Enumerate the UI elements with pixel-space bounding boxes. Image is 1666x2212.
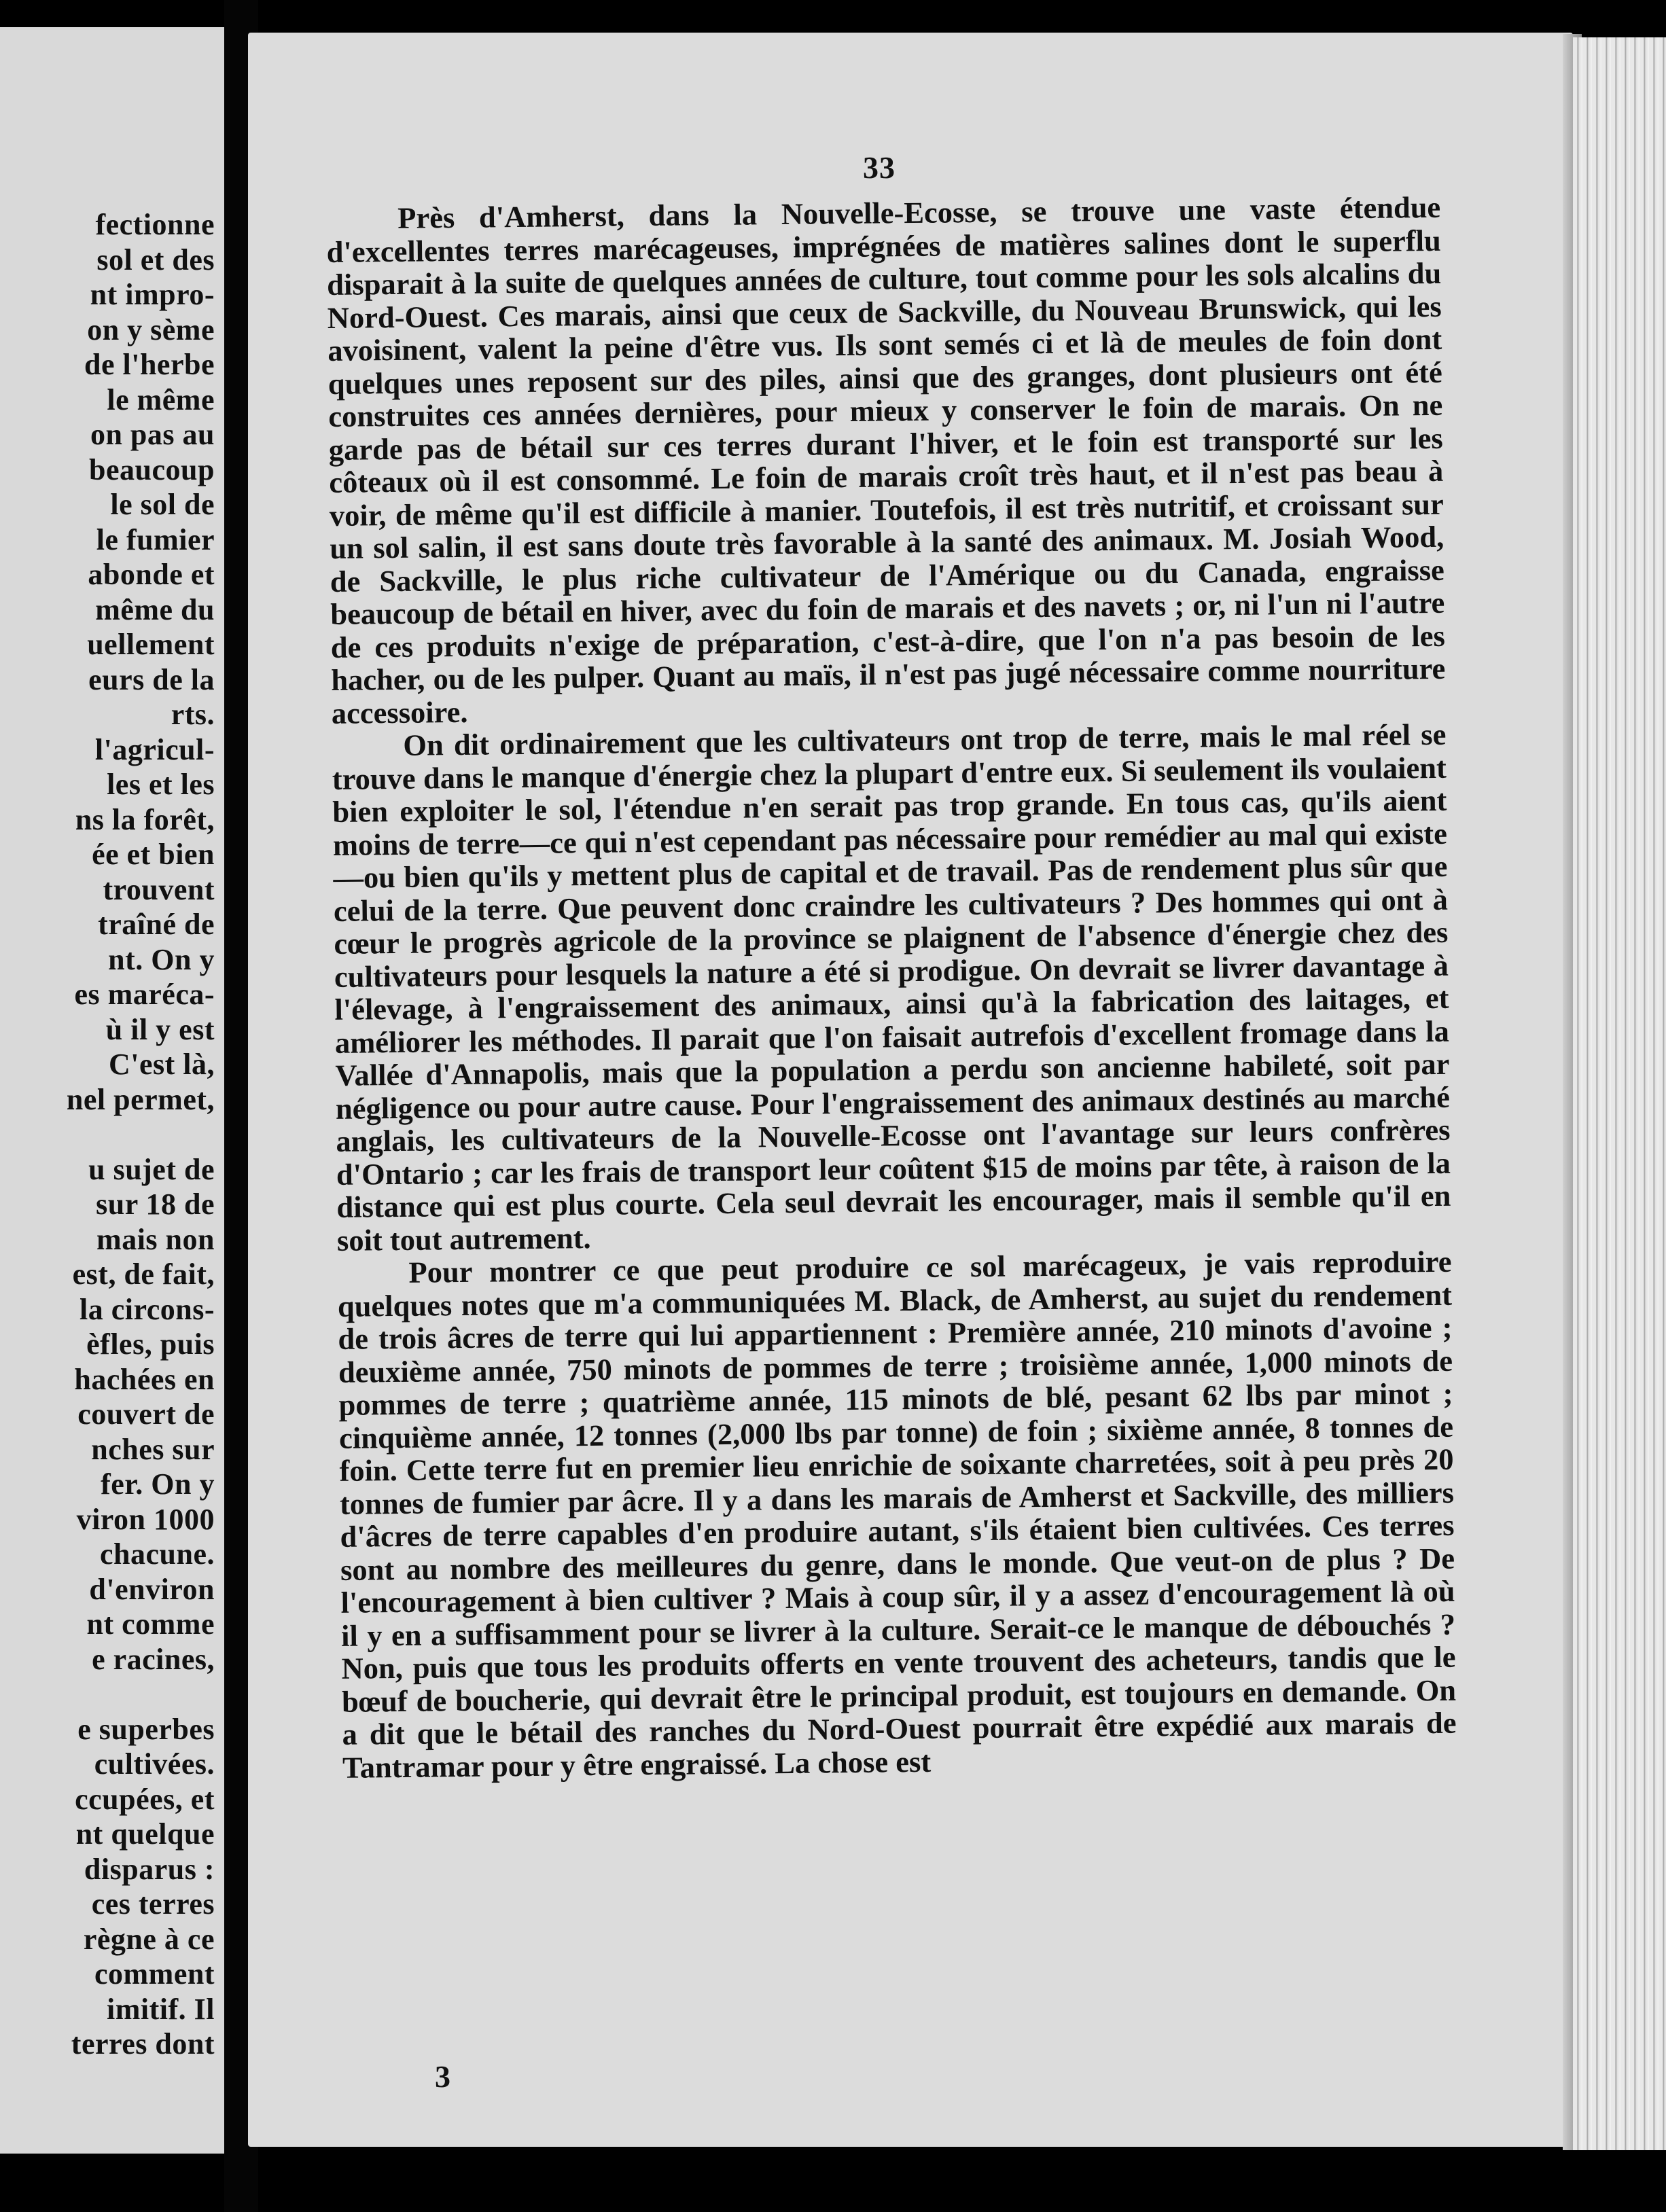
facing-page-line: C'est là, [108, 1048, 215, 1081]
facing-page-line: le même [107, 382, 215, 416]
facing-page-line: comment [94, 1957, 215, 1991]
facing-page-line: couvert de [77, 1397, 215, 1431]
facing-page-line: même du [95, 592, 215, 626]
body-text [326, 191, 1457, 1784]
facing-page-line: fer. On y [101, 1467, 215, 1501]
facing-page-line: es maréca- [74, 978, 215, 1011]
facing-page-line: traîné de [98, 908, 215, 941]
facing-page-line: disparus : [84, 1852, 215, 1886]
facing-page-line: l'agricul- [94, 732, 215, 766]
facing-page-line: èfles, puis [86, 1327, 215, 1361]
facing-page-line: le sol de [110, 488, 215, 521]
paragraph-2: On dit ordinairement que les cultivateurs ont trop de terre, mais le mal réel se trouve dans le manque d'énergie chez la plupart d'entre eux. Si seulement ils voulaient bien exploiter le sol, l'étendue n'en serait pas trop grande. En tous cas, qu'ils aient moins de terre—ce qui n'est cependant pas nécessaire pour remédier au mal qui existe—ou bien qu'ils y mettent plus de capital et de travail. Pas de rendement plus sûr que celui de la terre. Que peuvent donc craindre les cultivateurs ? Des hommes qui ont à cœur le progrès agricole de la province se plaignent de l'absence d'énergie chez des cultivateurs pour lesquels la nature a été si prodigue. On devrait se livrer davantage à l'élevage, à l'engraissement des animaux, ainsi qu'à la fabrication des laitages, et améliorer les méthodes. Il parait que l'on faisait autrefois d'excellent fromage dans la Vallée d'Annapolis, mais que la population a perdu son ancienne habileté, soit par négligence ou pour autre cause. Pour l'engraissement des animaux destinés au marché anglais, les cultivateurs de la Nouvelle-Ecosse ont l'avantage sur leurs confrères d'Ontario ; car les frais de transport leur coûtent $15 de moins par tête, à raison de la distance qui est plus courte. Cela seul devrait les encourager, mais il semble qu'il en soit tout autrement. [332, 717, 1451, 1257]
facing-page-line [0, 1677, 215, 1712]
facing-page-line: fectionne [95, 208, 215, 241]
facing-page-line: nches sur [91, 1432, 215, 1466]
facing-page-line: ces terres [91, 1887, 215, 1921]
facing-page-line: sol et des [96, 243, 215, 276]
facing-page-line: la circons- [79, 1292, 215, 1326]
facing-page-line: mais non [96, 1222, 215, 1256]
facing-page-line: beaucoup [89, 452, 215, 486]
facing-page-line: hachées en [74, 1362, 215, 1396]
facing-page-line: uellement [87, 628, 215, 661]
facing-page-line: sur 18 de [96, 1188, 215, 1221]
facing-page-line: nel permet, [66, 1082, 215, 1116]
page-number: 33 [863, 150, 896, 185]
facing-page-line: est, de fait, [72, 1257, 215, 1291]
facing-page-line: imitif. Il [107, 1992, 215, 2026]
facing-page-line: nt comme [86, 1607, 215, 1641]
signature-mark: 3 [435, 2059, 450, 2094]
facing-page-line: d'environ [89, 1572, 215, 1606]
facing-page-line: rts. [171, 698, 215, 731]
facing-page-line: eurs de la [88, 662, 215, 696]
facing-page-line: ns la forêt, [75, 802, 215, 836]
facing-page-line: de l'herbe [84, 348, 215, 381]
facing-page-line: viron 1000 [76, 1502, 215, 1536]
facing-page-line: e racines, [92, 1642, 215, 1676]
facing-page-line: ù il y est [105, 1012, 215, 1046]
facing-page-line: nt. On y [108, 942, 215, 976]
facing-page-line [0, 1117, 215, 1152]
paragraph-3: Pour montrer ce que peut produire ce sol marécageux, je vais reproduire quelques notes que m'a communiquées M. Black, de Amherst, au sujet du rendement de trois âcres de terre qui lui appartiennent : Première année, 210 minots d'avoine ; deuxième année, 750 minots de pommes de terre ; troisième année, 1,000 minots de pommes de terre ; quatrième année, 115 minots de blé, pesant 62 lbs par minot ; cinquième année, 12 tonnes (2,000 lbs par tonne) de foin ; sixième année, 8 tonnes de foin. Cette terre fut en premier lieu enrichie de soixante charretées, soit à peu près 20 tonnes de fumier par âcre. Il y a dans les marais de Amherst et Sackville, des milliers d'âcres de terre capables d'en produire autant, s'ils étaient bien cultivées. Ces terres sont au nombre des meilleures du genre, dans le monde. Que veut-on de plus ? De l'encouragement à bien cultiver ? Mais à coup sûr, il y a assez d'encouragement là où il y en a suffisamment pour se livrer à la culture. Serait-ce le manque de débouchés ? Non, puis que tous les produits offerts en vente trouvent des acheteurs, tandis que le bœuf de boucherie, qui devrait être le principal produit, est toujours en demande. On a dit que le bétail des ranches du Nord-Ouest pourrait être expédié aux marais de Tantramar pour y être engraissé. La chose est [337, 1244, 1457, 1785]
facing-page-line: on pas au [90, 418, 215, 451]
facing-page-line: e superbes [77, 1712, 215, 1746]
facing-page-line: abonde et [88, 558, 215, 591]
facing-page-text [0, 207, 215, 2062]
facing-page-line: ée et bien [92, 838, 215, 871]
paragraph-1: Près d'Amherst, dans la Nouvelle-Ecosse, se trouve une vaste étendue d'excellentes terres marécageuses, imprégnées de matières salines dont le superflu disparait à la suite de quelques années de culture, tout comme pour les sols alcalins du Nord-Ouest. Ces marais, ainsi que ceux de Sackville, du Nouveau Brunswick, qui les avoisinent, valent la peine d'être vus. Ils sont semés ci et là de meules de foin dont quelques unes reposent sur des piles, ainsi que des granges, dont plusieurs ont été construites ces années dernières, pour mieux y conserver le foin de marais. On ne garde pas de bétail sur ces terres durant l'hiver, et le foin est transporté sur les côteaux où il est consommé. Le foin de marais croît très haut, et il n'est pas beau à voir, de même qu'il est difficile à manier. Toutefois, il est très nutritif, et croissant sur un sol salin, il est sans doute très favorable à la santé des animaux. M. Josiah Wood, de Sackville, le plus riche cultivateur de l'Amérique ou du Canada, engraisse beaucoup de bétail en hiver, avec du foin de marais et des navets ; or, ni l'un ni l'autre de ces produits n'exige de préparation, c'est-à-dire, que l'on n'a pas besoin de les hacher, ou de les pulper. Quant au maïs, il n'est pas jugé nécessaire comme nourriture accessoire. [326, 190, 1446, 730]
facing-page-left [0, 27, 231, 2154]
facing-page-line: u sujet de [88, 1152, 215, 1186]
facing-page-line: terres dont [71, 2027, 215, 2061]
facing-page-line: le fumier [96, 522, 215, 556]
facing-page-line: cultivées. [94, 1747, 215, 1781]
facing-page-line: les et les [107, 768, 215, 801]
facing-page-line: trouvent [103, 872, 215, 906]
facing-page-line: on y sème [87, 313, 215, 346]
facing-page-line: chacune. [100, 1537, 215, 1571]
facing-page-line: ccupées, et [75, 1782, 215, 1816]
facing-page-line: nt impro- [90, 278, 215, 311]
facing-page-line: nt quelque [75, 1817, 215, 1851]
facing-page-line: règne à ce [83, 1922, 215, 1956]
page-edges [1573, 37, 1666, 2150]
